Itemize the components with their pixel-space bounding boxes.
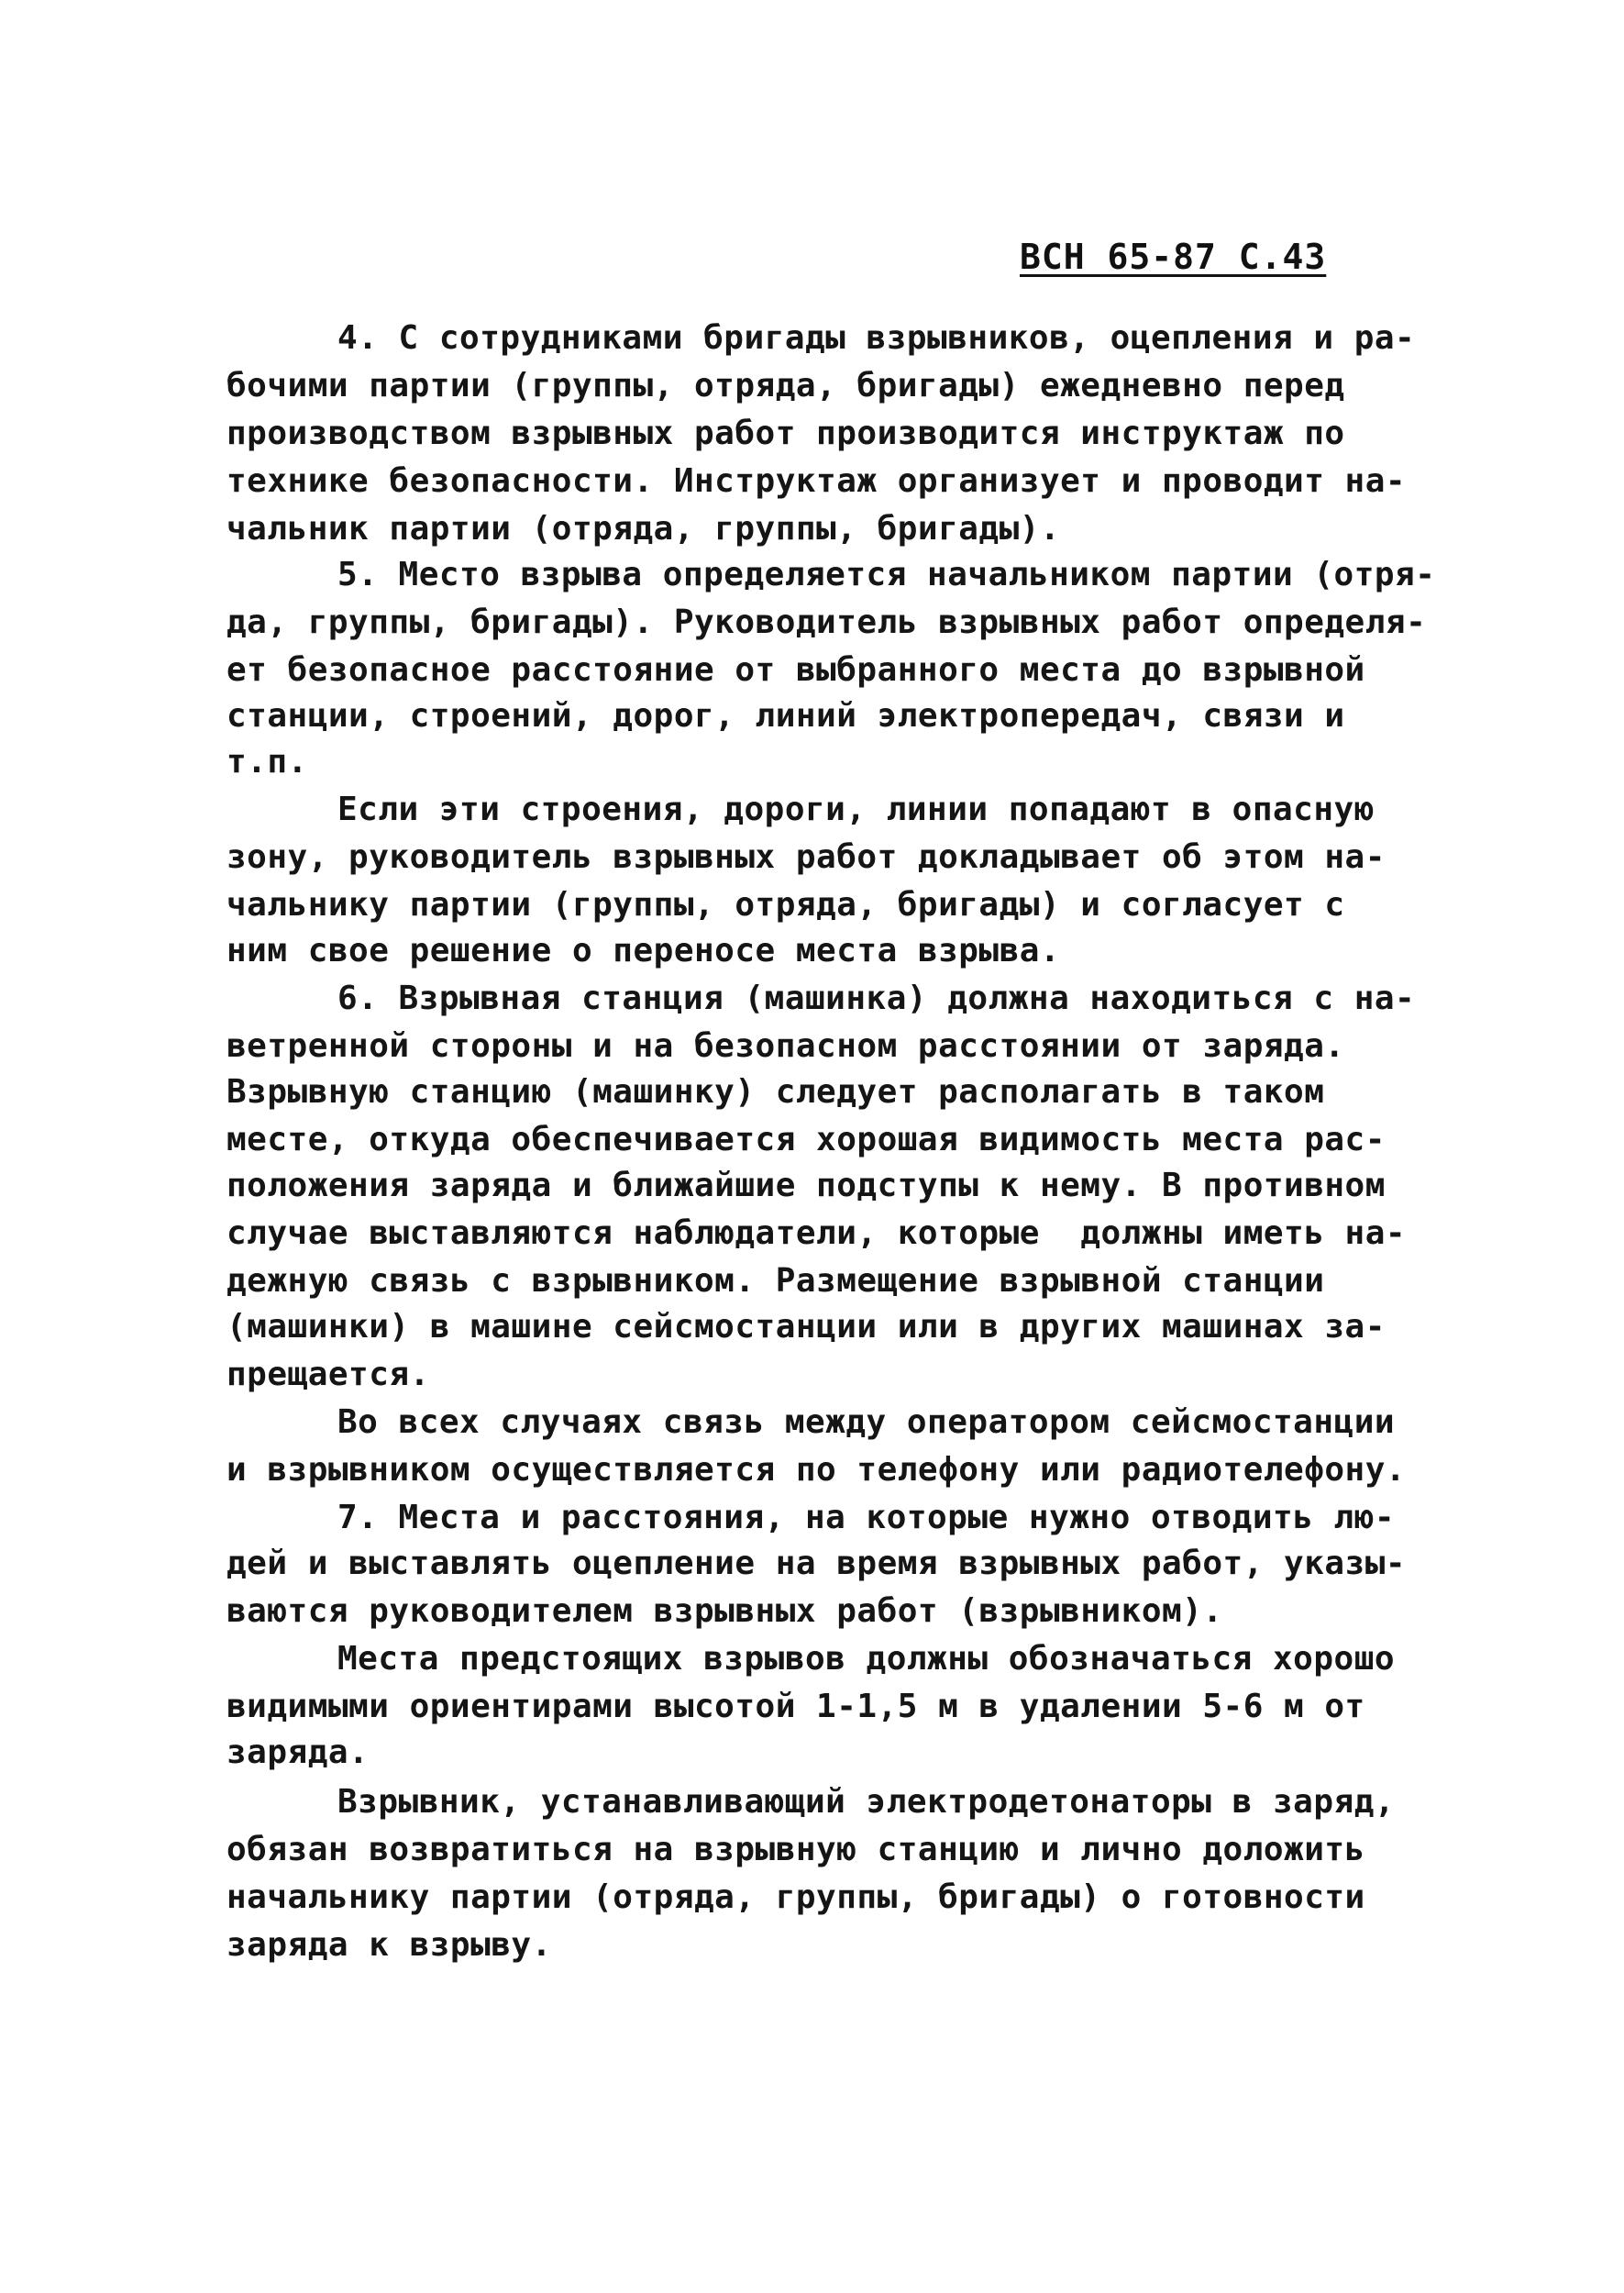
text-line: прещается. [226,1356,430,1393]
text-line: 5. Место взрыва определяется начальником партии (отря- [337,556,1436,593]
text-line: ет безопасное расстояние от выбранного места до взрывной [226,651,1365,689]
text-line: Места предстоящих взрывов должны обозначаться хорошо [337,1640,1396,1678]
text-line: (машинки) в машине сейсмостанции или в других машинах за- [226,1308,1386,1346]
text-line: ветренной стороны и на безопасном расстоянии от заряда. [226,1027,1345,1065]
text-line: заряда к взрыву. [226,1926,552,1964]
text-line: начальнику партии (отряда, группы, бригады) о готовности [226,1878,1365,1916]
text-line: и взрывником осуществляется по телефону или радиотелефону. [226,1451,1407,1489]
text-line: Взрывную станцию (машинку) следует располагать в таком [226,1073,1325,1111]
text-line: дежную связь с взрывником. Размещение взрывной станции [226,1262,1325,1300]
text-line: чальник партии (отряда, группы, бригады). [226,510,1061,548]
text-line: Взрывник, устанавливающий электродетонаторы в заряд, [337,1783,1396,1821]
text-line: случае выставляются наблюдатели, которые должны иметь на- [226,1214,1407,1252]
text-line: обязан возвратиться на взрывную станцию и лично доложить [226,1831,1365,1868]
text-line: видимыми ориентирами высотой 1-1,5 м в удалении 5-6 м от [226,1688,1365,1725]
text-line: технике безопасности. Инструктаж организует и проводит на- [226,462,1407,500]
text-line: ваются руководителем взрывных работ (взрывником). [226,1592,1223,1630]
text-line: месте, откуда обеспечивается хорошая видимость места рас- [226,1121,1386,1158]
text-line: бочими партии (группы, отряда, бригады) ежедневно перед [226,367,1345,404]
text-line: Если эти строения, дороги, линии попадают в опасную [337,791,1375,828]
text-line: дей и выставлять оцепление на время взрывных работ, указы- [226,1545,1407,1582]
text-line: станции, строений, дорог, линий электропередач, связи и [226,697,1345,735]
text-line: да, группы, бригады). Руководитель взрывных работ определя- [226,604,1427,641]
text-line: 7. Места и расстояния, на которые нужно отводить лю- [337,1499,1396,1536]
text-line: заряда. [226,1734,370,1771]
text-line: 4. С сотрудниками бригады взрывников, оцепления и ра- [337,319,1416,357]
document-code-header: ВСН 65-87 С.43 [1020,237,1327,277]
text-line: т.п. [226,743,308,781]
text-line: положения заряда и ближайшие подступы к нему. В противном [226,1167,1386,1204]
text-line: зону, руководитель взрывных работ докладывает об этом на- [226,838,1386,876]
text-line: производством взрывных работ производится инструктаж по [226,415,1345,452]
text-line: чальнику партии (группы, отряда, бригады) и согласует с [226,886,1345,924]
text-line: ним свое решение о переносе места взрыва. [226,932,1061,969]
text-line: 6. Взрывная станция (машинка) должна находиться с на- [337,980,1416,1017]
text-line: Во всех случаях связь между оператором сейсмостанции [337,1403,1396,1441]
